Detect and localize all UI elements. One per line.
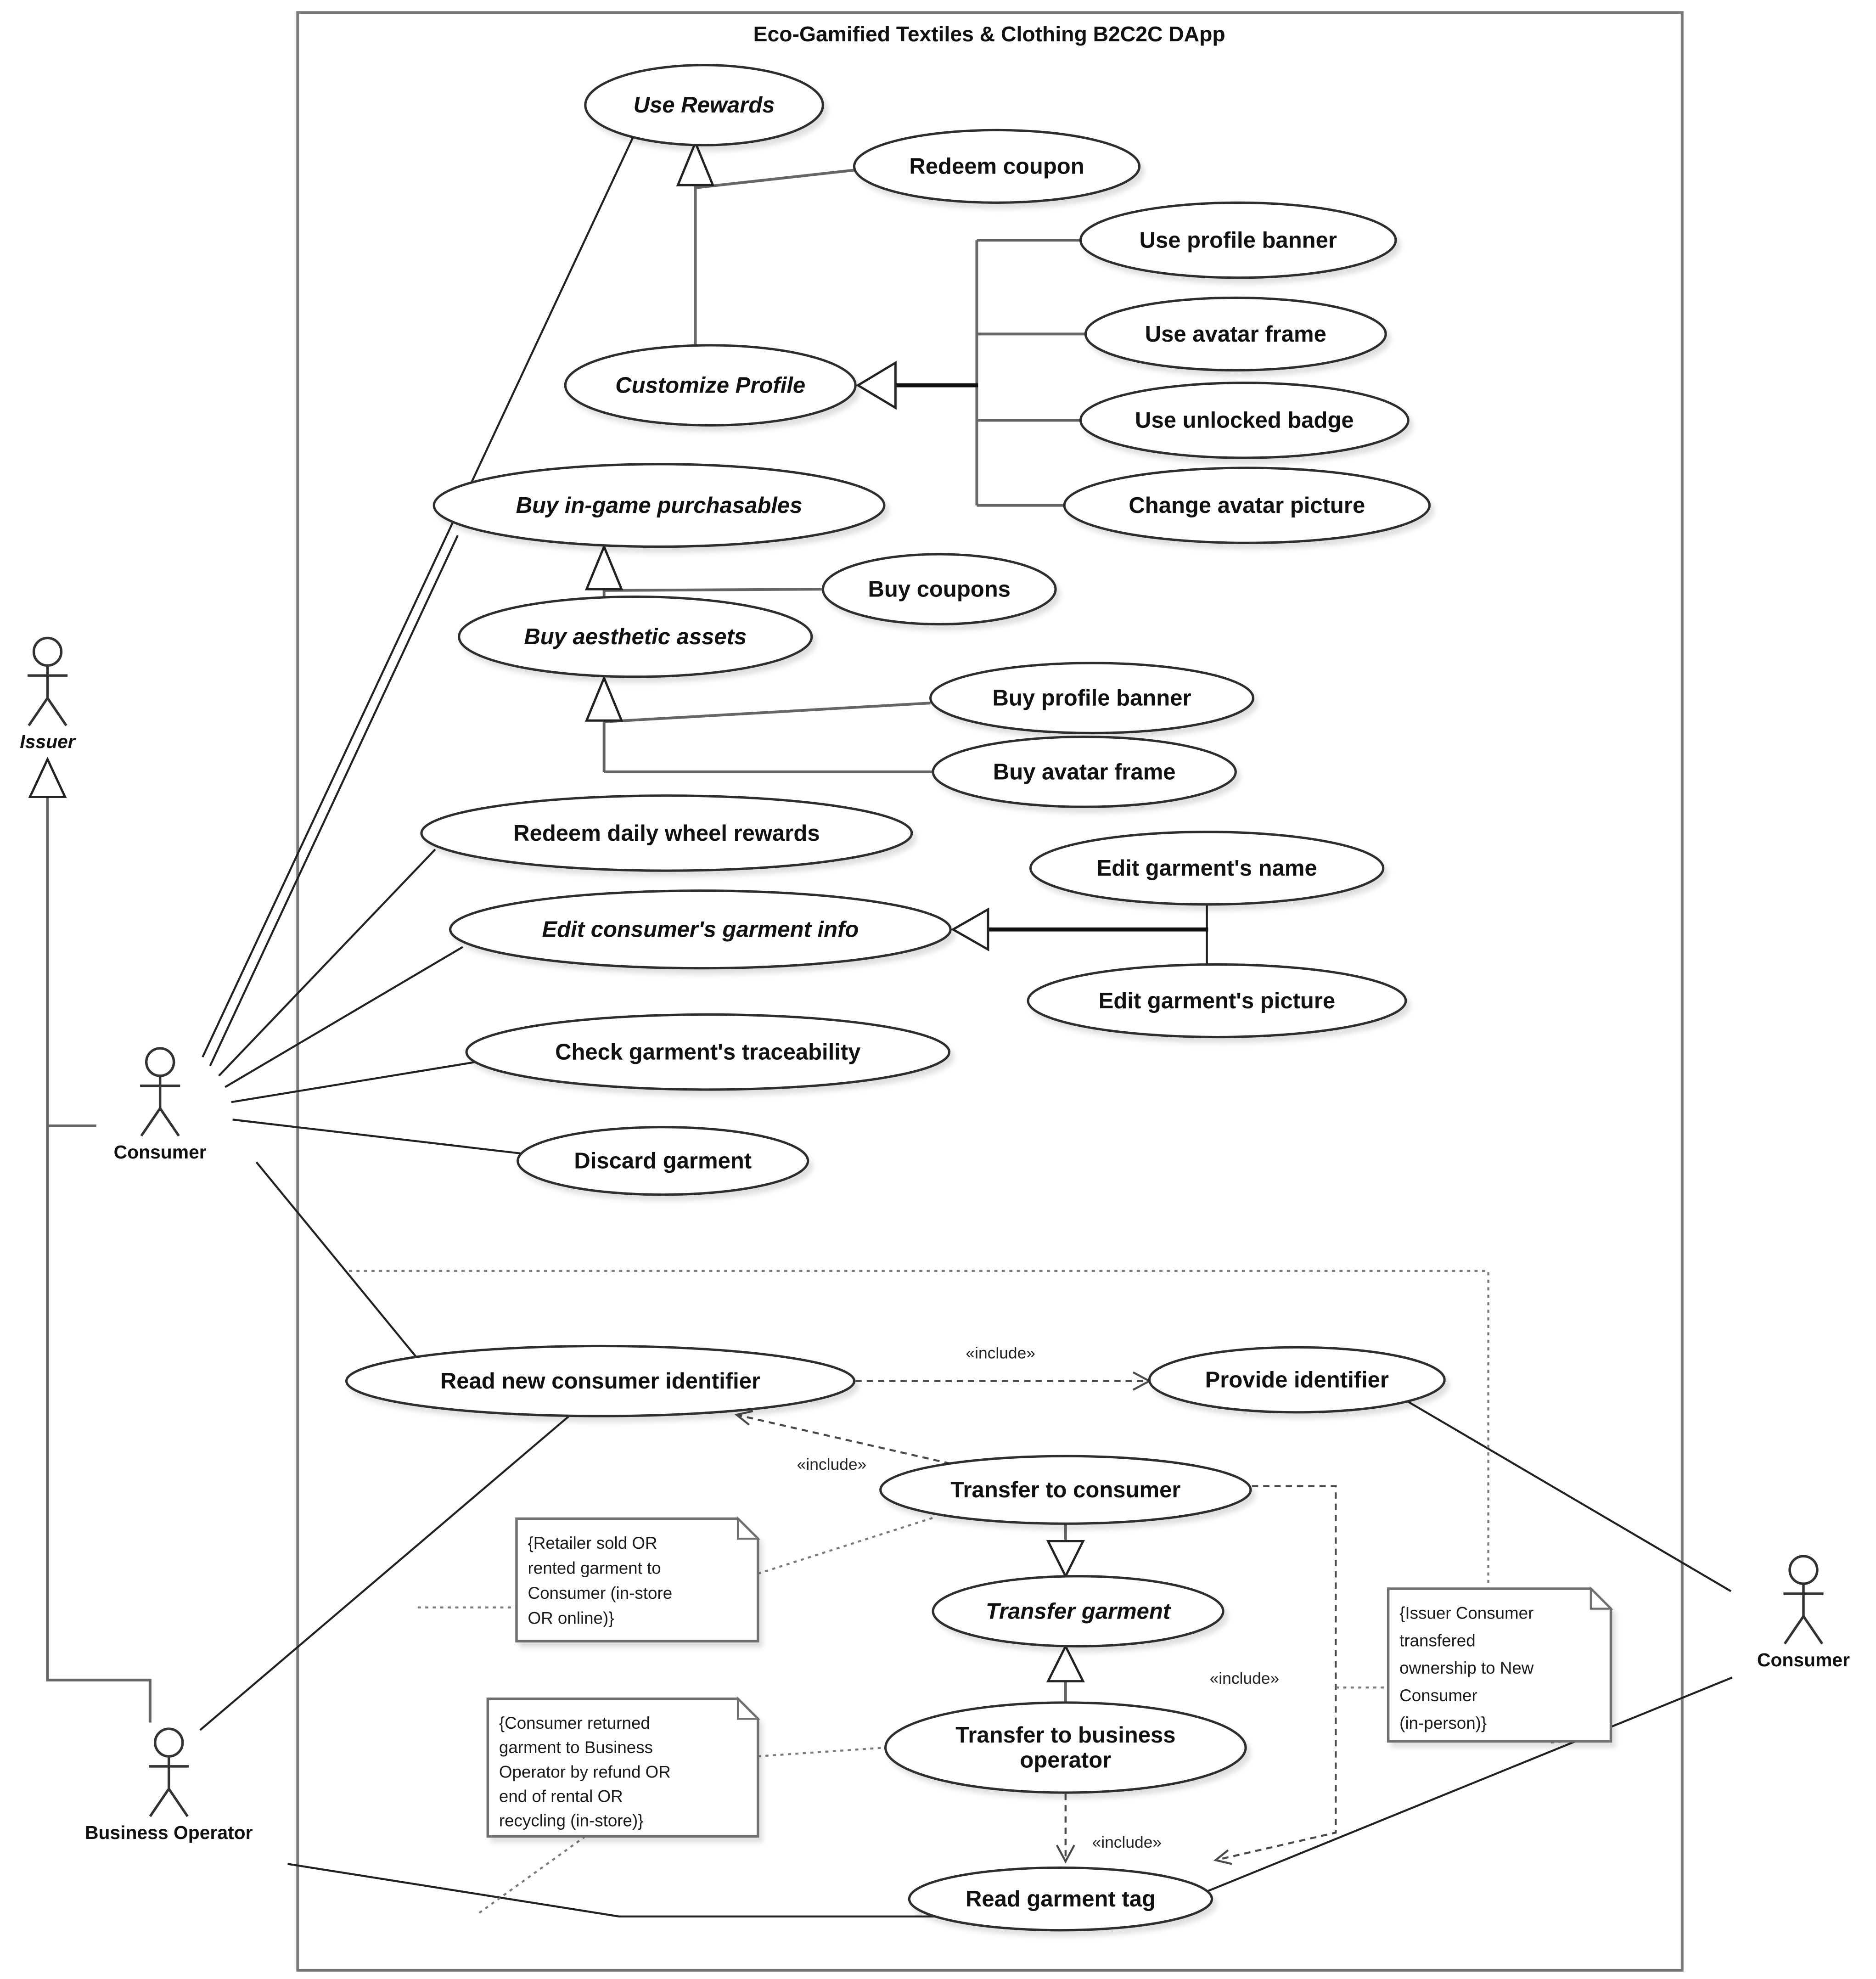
usecase-transfer-garment[interactable] xyxy=(933,1576,1223,1647)
actor-consumer-right-legs-icon xyxy=(1785,1616,1822,1644)
usecase-customize-profile[interactable] xyxy=(565,345,855,425)
usecase-redeem-coupon[interactable] xyxy=(854,130,1139,202)
usecase-buy-in-game-purchasables[interactable] xyxy=(434,464,884,547)
gen-triangle-issuer xyxy=(30,759,65,797)
gen-triangle-edit-garment-info xyxy=(953,910,988,950)
anchor-note-returned-to-transfer-bo xyxy=(758,1748,886,1756)
note-issuer-consumer-text: {Issuer Consumer transfered ownership to New Consumer (in-person)} xyxy=(1399,1603,1534,1733)
gen-triangle-buy-aesthetic xyxy=(587,678,622,721)
note-consumer-returned-text: {Consumer returned garment to Business Operator by refund OR end of rental OR recycling (in-store)} xyxy=(499,1714,671,1830)
usecase-label-change-avatar-picture: Change avatar picture xyxy=(1129,493,1365,518)
usecase-label-provide-identifier: Provide identifier xyxy=(1205,1367,1389,1393)
actor-business-operator[interactable] xyxy=(85,1729,253,1843)
usecase-label-buy-profile-banner: Buy profile banner xyxy=(992,686,1191,711)
usecase-edit-garments-picture[interactable] xyxy=(1028,965,1406,1037)
association-consumer-redeem-daily-wheel xyxy=(219,849,435,1076)
usecase-label-customize-profile: Customize Profile xyxy=(615,373,806,398)
gen-triangle-transfer-garment-top xyxy=(1048,1541,1083,1576)
note-consumer-returned-fold-corner-icon xyxy=(738,1699,758,1719)
include-label-read-garment-tag: «include» xyxy=(1209,1669,1280,1688)
usecase-buy-coupons[interactable] xyxy=(823,554,1056,624)
usecase-label-edit-garments-picture: Edit garment's picture xyxy=(1098,988,1336,1013)
gen-triangle-customize-profile xyxy=(858,363,896,408)
usecase-change-avatar-picture[interactable] xyxy=(1064,468,1429,543)
usecase-label-buy-avatar-frame: Buy avatar frame xyxy=(993,759,1176,785)
association-consumer-read-new-identifier xyxy=(256,1162,416,1357)
generalization-line-buy-profile-banner xyxy=(604,703,931,722)
note-issuer-consumer[interactable] xyxy=(1388,1589,1611,1741)
usecase-check-garments-traceability[interactable] xyxy=(466,1014,949,1089)
actor-consumer-left-legs-icon xyxy=(141,1108,179,1136)
usecase-label-use-avatar-frame: Use avatar frame xyxy=(1145,321,1326,347)
actor-consumer-right-head-icon xyxy=(1790,1556,1817,1584)
include-label-transfer-bo: «include» xyxy=(1092,1833,1162,1851)
usecase-label-transfer-to-consumer: Transfer to consumer xyxy=(950,1478,1181,1503)
association-consumer-check-traceability xyxy=(231,1062,475,1102)
usecase-read-garment-tag[interactable] xyxy=(909,1868,1212,1930)
note-retailer-sold-fold-corner-icon xyxy=(738,1518,758,1539)
note-retailer-sold[interactable] xyxy=(517,1518,758,1641)
generalization-actors-issuer-chain xyxy=(48,797,150,1722)
note-retailer-sold-text: {Retailer sold OR rented garment to Consumer (in-store OR online)} xyxy=(528,1533,673,1628)
usecase-label-use-unlocked-badge: Use unlocked badge xyxy=(1135,408,1354,433)
usecase-provide-identifier[interactable] xyxy=(1149,1347,1444,1412)
actor-consumer-right-label: Consumer xyxy=(1757,1649,1850,1670)
association-consumer-buy-in-game xyxy=(210,535,458,1066)
usecase-label-buy-aesthetic-assets: Buy aesthetic assets xyxy=(524,624,747,650)
usecase-use-unlocked-badge[interactable] xyxy=(1081,383,1409,458)
actor-issuer[interactable] xyxy=(20,638,76,752)
association-consumer-discard-garment xyxy=(233,1119,521,1153)
note-consumer-returned[interactable] xyxy=(488,1699,758,1837)
gen-triangle-transfer-garment-bottom xyxy=(1048,1646,1083,1681)
usecase-discard-garment[interactable] xyxy=(518,1127,808,1195)
usecase-edit-garments-name[interactable] xyxy=(1031,832,1383,905)
usecase-label-buy-in-game-purchasables: Buy in-game purchasables xyxy=(516,493,803,518)
usecase-label-use-profile-banner: Use profile banner xyxy=(1139,228,1337,253)
usecase-buy-profile-banner[interactable] xyxy=(931,663,1253,733)
actor-issuer-head-icon xyxy=(34,638,62,665)
usecase-buy-avatar-frame[interactable] xyxy=(933,737,1236,807)
actor-business-operator-legs-icon xyxy=(150,1789,188,1816)
generalization-line-redeem-coupon xyxy=(696,170,854,188)
usecase-edit-consumers-garment-info[interactable] xyxy=(450,891,951,968)
actor-consumer-right[interactable] xyxy=(1757,1556,1850,1670)
actor-consumer-left-label: Consumer xyxy=(113,1141,207,1163)
usecase-label-use-rewards: Use Rewards xyxy=(633,93,775,118)
usecase-label-redeem-coupon: Redeem coupon xyxy=(909,154,1084,179)
usecase-label-read-new-consumer-identifier: Read new consumer identifier xyxy=(440,1369,761,1394)
usecase-label-check-garments-traceability: Check garment's traceability xyxy=(555,1040,861,1065)
actor-consumer-left[interactable] xyxy=(114,1048,207,1163)
include-label-read-identifier: «include» xyxy=(797,1455,867,1474)
usecase-use-profile-banner[interactable] xyxy=(1081,202,1396,277)
association-consumer-edit-garment-info xyxy=(225,947,463,1087)
usecase-use-avatar-frame[interactable] xyxy=(1085,298,1386,370)
include-arrowhead-read-garment-tag-a xyxy=(1216,1850,1232,1864)
actor-consumer-left-head-icon xyxy=(146,1048,174,1076)
generalization-line-buy-coupons xyxy=(604,589,823,590)
usecase-label-discard-garment: Discard garment xyxy=(574,1148,752,1174)
gen-triangle-use-rewards xyxy=(678,143,713,186)
usecase-label-buy-coupons: Buy coupons xyxy=(868,577,1011,602)
include-label-provide-identifier: «include» xyxy=(966,1344,1035,1362)
note-issuer-consumer-fold-corner-icon xyxy=(1591,1589,1611,1609)
usecase-transfer-to-consumer[interactable] xyxy=(881,1456,1251,1524)
system-title: Eco-Gamified Textiles & Clothing B2C2C DApp xyxy=(753,22,1225,46)
usecase-label-edit-consumers-garment-info: Edit consumer's garment info xyxy=(542,917,859,942)
usecase-label-edit-garments-name: Edit garment's name xyxy=(1096,856,1317,881)
actor-issuer-label: Issuer xyxy=(20,731,75,753)
usecase-transfer-to-business-operator[interactable] xyxy=(886,1703,1246,1793)
usecase-read-new-consumer-identifier[interactable] xyxy=(347,1346,854,1416)
actor-business-operator-head-icon xyxy=(155,1729,183,1756)
actor-issuer-legs-icon xyxy=(29,698,67,725)
usecase-label-transfer-to-business-operator: Transfer to business operator xyxy=(955,1723,1176,1773)
anchor-note-retailer-to-transfer-consumer xyxy=(758,1518,934,1574)
association-business-operator-read-garment-tag xyxy=(288,1864,936,1916)
usecase-redeem-daily-wheel-rewards[interactable] xyxy=(421,796,912,871)
association-business-operator-read-new-identifier xyxy=(200,1416,569,1730)
usecase-label-redeem-daily-wheel-rewards: Redeem daily wheel rewards xyxy=(513,821,820,846)
usecase-buy-aesthetic-assets[interactable] xyxy=(459,597,812,677)
gen-triangle-buy-purchasables xyxy=(587,547,622,590)
usecase-use-rewards[interactable] xyxy=(585,65,823,145)
usecase-label-transfer-garment: Transfer garment xyxy=(985,1599,1171,1624)
usecase-label-read-garment-tag: Read garment tag xyxy=(965,1886,1156,1912)
actor-business-operator-label: Business Operator xyxy=(84,1822,253,1843)
